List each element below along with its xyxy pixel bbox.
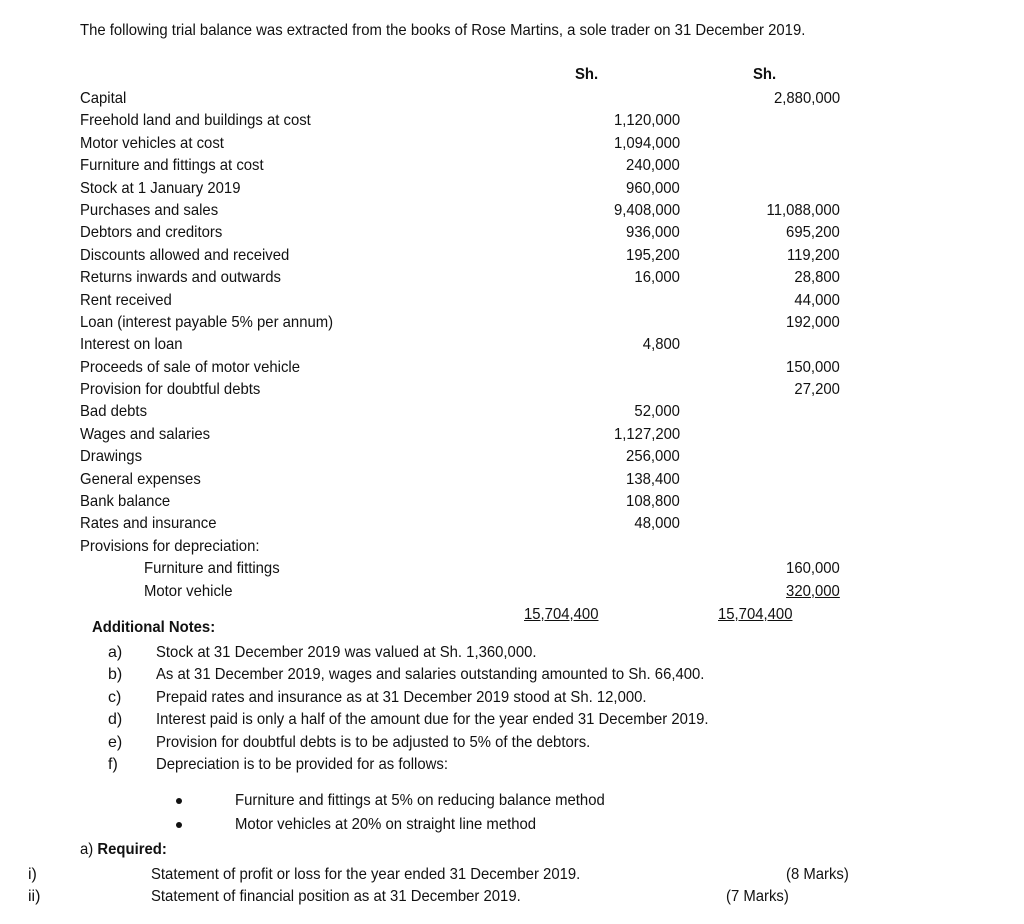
credit-value: 695,200 [786, 224, 840, 242]
credit-value: 11,088,000 [766, 201, 840, 219]
credit-value: 28,800 [794, 269, 840, 287]
table-row [80, 88, 840, 110]
note-marker: c) [108, 688, 122, 706]
table-row [80, 558, 840, 580]
depreciation-text: Motor vehicles at 20% on straight line method [235, 816, 537, 833]
table-row [80, 536, 820, 558]
table-row [80, 334, 820, 356]
debit-value: 138,400 [626, 470, 680, 488]
note-text: Interest paid is only a half of the amount due for the year ended 31 December 2019. [156, 711, 709, 729]
table-row [80, 424, 820, 446]
credit-value: 44,000 [794, 291, 840, 309]
row-label: Rates and insurance [80, 515, 217, 533]
table-row [80, 581, 840, 603]
debit-value: 48,000 [634, 515, 680, 533]
row-label: Loan (interest payable 5% per annum) [80, 313, 334, 331]
bullet-icon [176, 798, 182, 804]
table-row [80, 469, 820, 491]
note-marker: d) [108, 711, 123, 729]
table-row [80, 133, 820, 155]
row-label: Rent received [80, 291, 172, 309]
row-label: Proceeds of sale of motor vehicle [80, 358, 301, 376]
table-row [80, 245, 840, 267]
credit-column-header: Sh. [753, 66, 777, 83]
credit-value: 320,000 [786, 582, 840, 600]
requirement-marker: ii) [28, 888, 41, 905]
table-row [80, 290, 840, 312]
credit-value: 192,000 [786, 313, 840, 331]
trial-balance-table [80, 88, 840, 603]
list-item [0, 886, 1024, 908]
credit-value: 27,200 [794, 381, 840, 399]
row-label: Purchases and sales [80, 201, 219, 219]
row-label: Furniture and fittings [144, 560, 280, 578]
note-marker: f) [108, 755, 118, 773]
list-item [0, 864, 1024, 886]
debit-total: 15,704,400 [524, 606, 599, 623]
table-row [80, 491, 820, 513]
debit-value: 4,800 [642, 336, 680, 354]
notes-heading: Additional Notes: [92, 619, 216, 636]
table-row [80, 446, 820, 468]
credit-value: 160,000 [786, 560, 840, 578]
table-row [80, 222, 840, 244]
debit-value: 936,000 [626, 224, 680, 242]
debit-value: 1,127,200 [613, 425, 680, 443]
requirement-text: Statement of financial position as at 31 December 2019. [151, 888, 521, 905]
debit-value: 960,000 [626, 179, 680, 197]
required-prefix: a) [80, 841, 94, 858]
row-label: Provision for doubtful debts [80, 381, 261, 399]
note-marker: a) [108, 644, 123, 661]
row-label: Bad debts [80, 403, 148, 421]
note-text: Stock at 31 December 2019 was valued at Sh. 1,360,000. [156, 644, 537, 661]
row-label: Wages and salaries [80, 425, 211, 443]
debit-value: 16,000 [634, 269, 680, 287]
debit-value: 1,120,000 [613, 112, 680, 130]
requirement-marks: (7 Marks) [726, 888, 789, 905]
credit-value: 119,200 [787, 246, 840, 264]
debit-value: 1,094,000 [613, 134, 680, 152]
debit-value: 256,000 [626, 448, 680, 466]
required-heading [80, 841, 167, 859]
row-label: Furniture and fittings at cost [80, 157, 264, 175]
row-label: Bank balance [80, 493, 171, 511]
row-label: Debtors and creditors [80, 224, 223, 242]
credit-total: 15,704,400 [718, 606, 793, 623]
table-row [80, 379, 840, 401]
table-row [80, 312, 840, 334]
table-row [80, 178, 820, 200]
row-label: Discounts allowed and received [80, 246, 290, 264]
note-marker: e) [108, 733, 123, 751]
debit-column-header: Sh. [575, 66, 599, 83]
required-title: Required: [97, 841, 167, 858]
table-row [80, 110, 820, 132]
requirement-marker: i) [28, 866, 37, 883]
note-text: As at 31 December 2019, wages and salaries outstanding amounted to Sh. 66,400. [156, 666, 705, 684]
table-row [80, 155, 820, 177]
credit-value: 150,000 [786, 358, 840, 376]
row-label: Drawings [80, 448, 143, 466]
debit-value: 195,200 [626, 246, 680, 264]
row-label: Motor vehicles at cost [80, 134, 224, 152]
debit-value: 108,800 [626, 493, 680, 511]
note-text: Prepaid rates and insurance as at 31 December 2019 stood at Sh. 12,000. [156, 688, 647, 706]
depreciation-text: Furniture and fittings at 5% on reducing balance method [235, 792, 605, 809]
bullet-icon [176, 822, 182, 828]
row-label: Provisions for depreciation: [80, 537, 260, 555]
intro-text: The following trial balance was extracted from the books of Rose Martins, a sole trader on 31 December 2019. [80, 22, 806, 39]
table-row [80, 513, 820, 535]
note-text: Depreciation is to be provided for as follows: [156, 755, 448, 773]
table-row [80, 357, 840, 379]
table-row [80, 401, 820, 423]
row-label: Capital [80, 90, 127, 107]
row-label: Motor vehicle [144, 582, 233, 600]
row-label: Interest on loan [80, 336, 183, 354]
row-label: Returns inwards and outwards [80, 269, 281, 287]
credit-value: 2,880,000 [773, 90, 840, 107]
debit-value: 9,408,000 [613, 201, 680, 219]
row-label: Stock at 1 January 2019 [80, 179, 241, 197]
row-label: Freehold land and buildings at cost [80, 112, 311, 130]
table-row [80, 200, 840, 222]
row-label: General expenses [80, 470, 201, 488]
note-marker: b) [108, 666, 123, 684]
debit-value: 240,000 [626, 157, 680, 175]
table-row [80, 267, 840, 289]
requirements-list [0, 864, 1024, 908]
debit-value: 52,000 [634, 403, 680, 421]
requirement-marks: (8 Marks) [786, 866, 849, 883]
requirement-text: Statement of profit or loss for the year ended 31 December 2019. [151, 866, 581, 883]
note-text: Provision for doubtful debts is to be adjusted to 5% of the debtors. [156, 733, 591, 751]
